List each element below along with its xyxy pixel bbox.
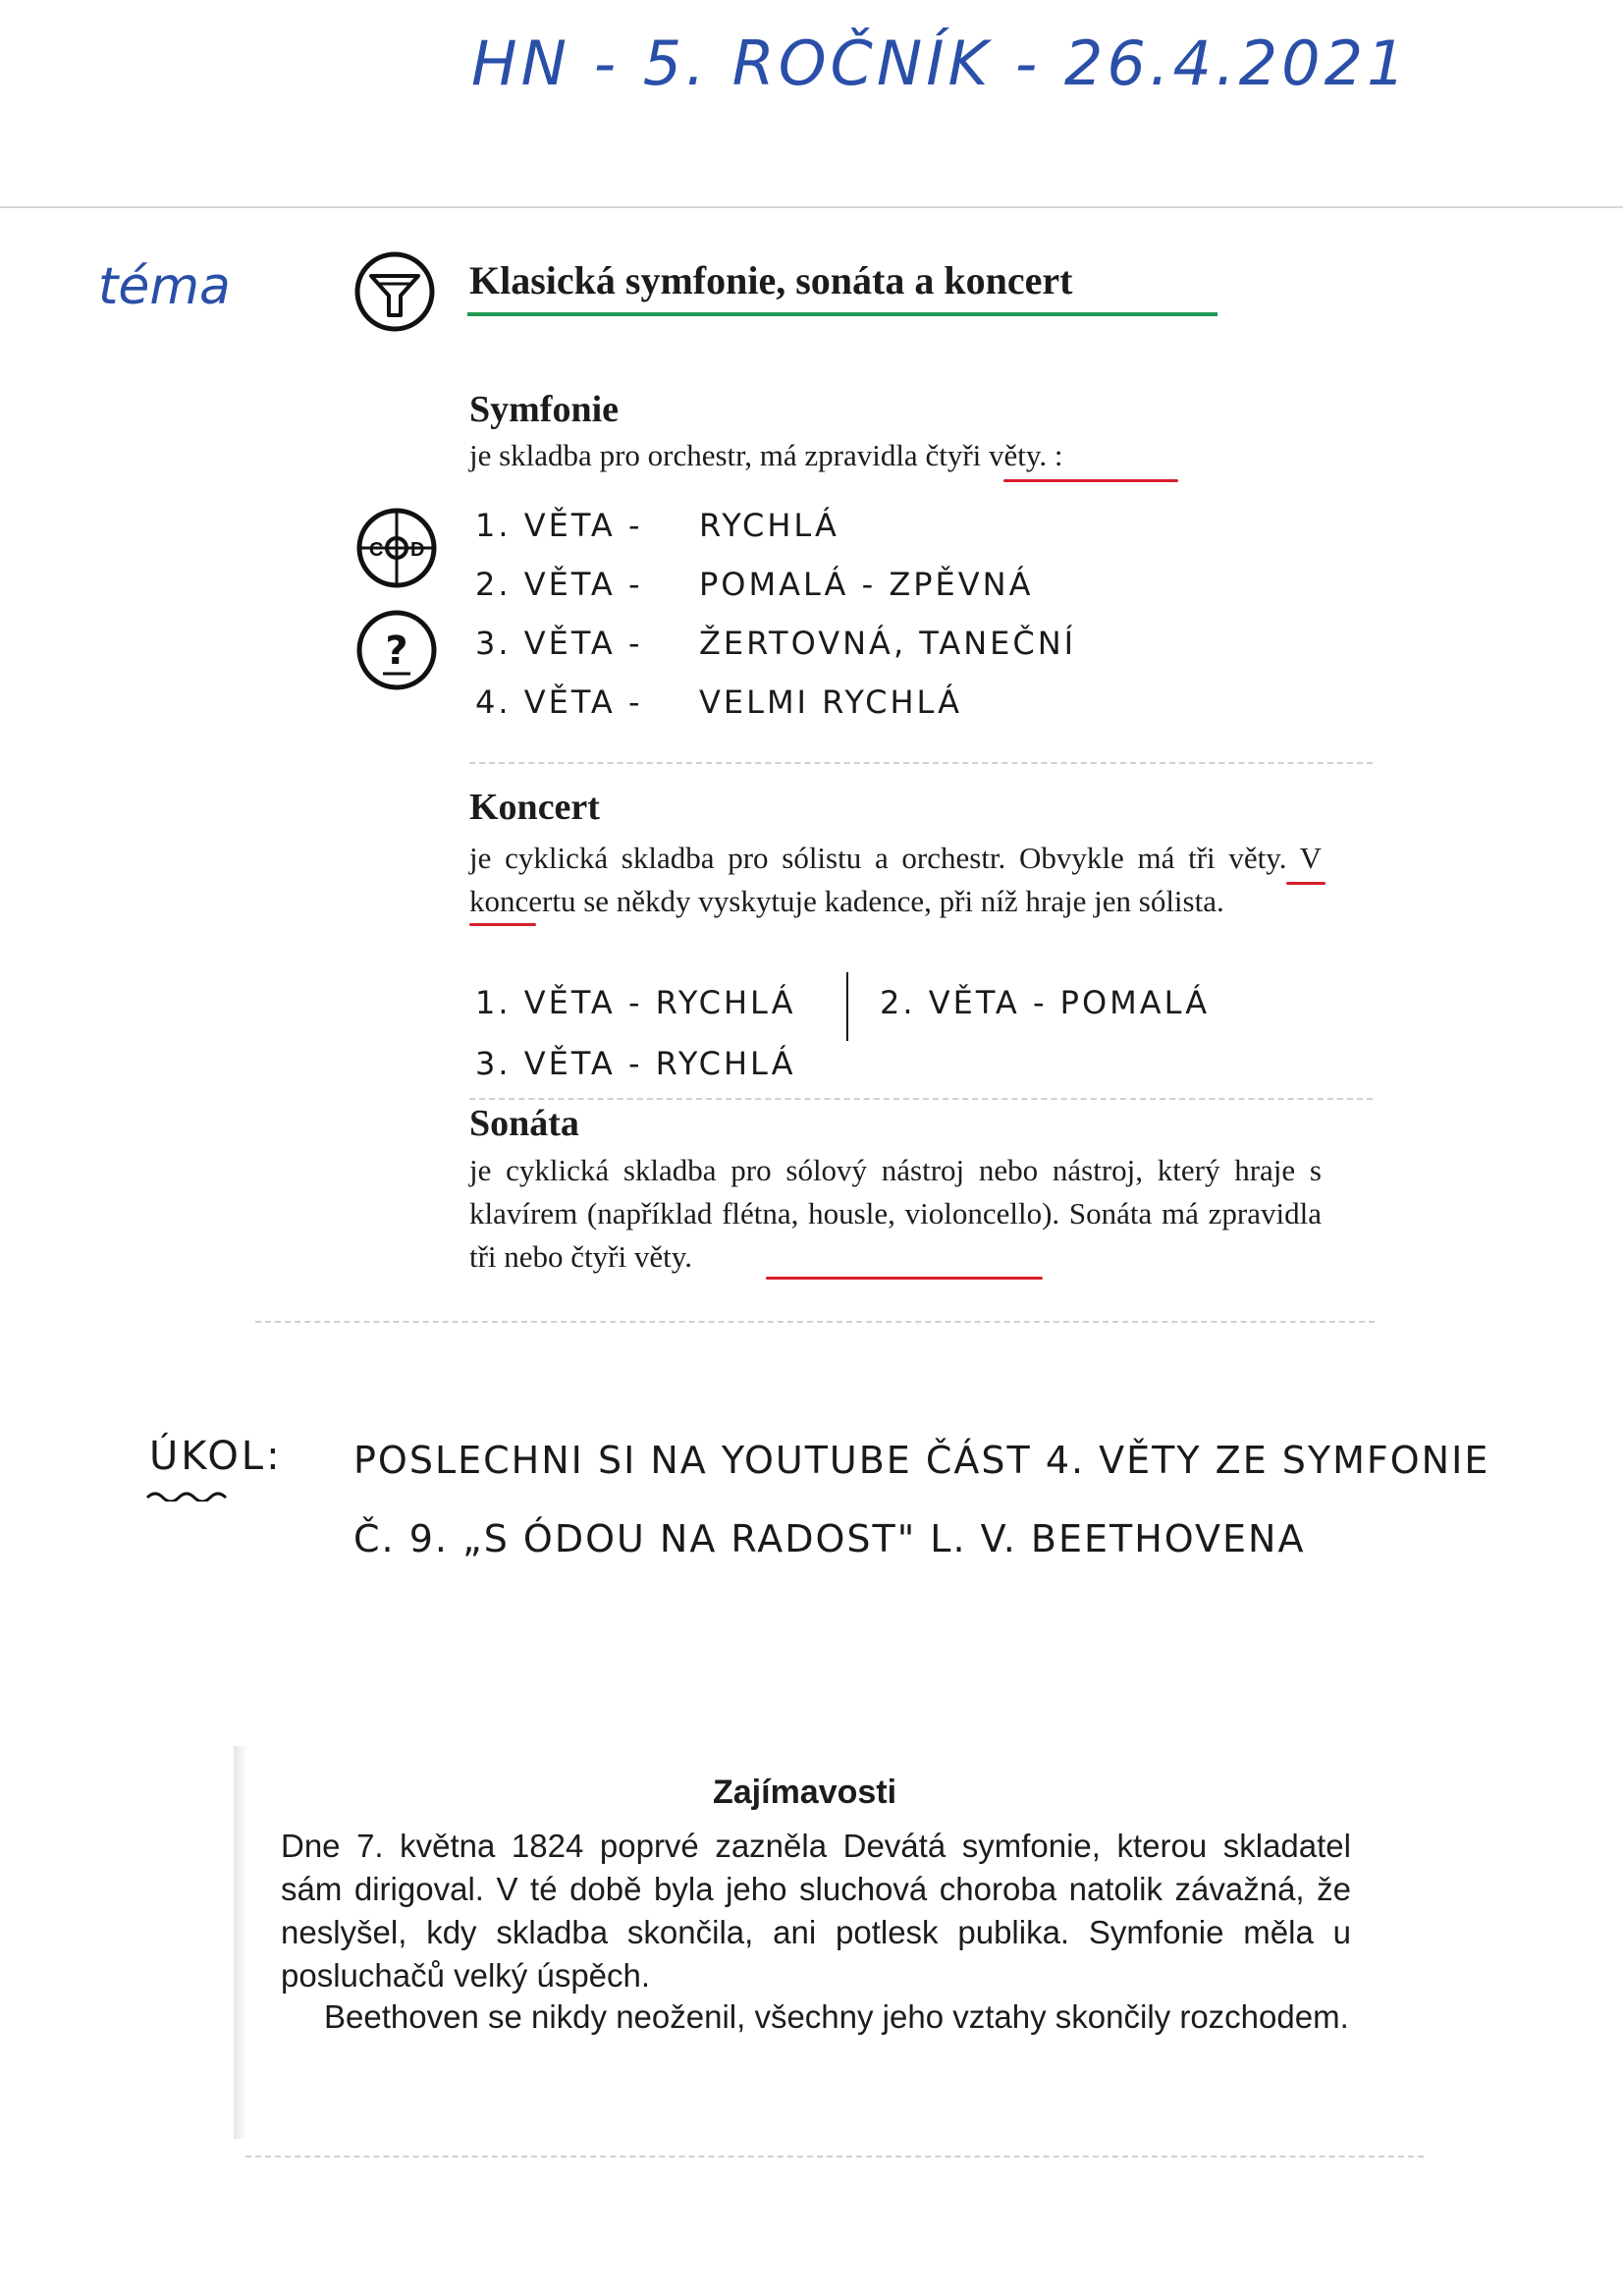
symphony-movement-desc: RYCHLÁ (699, 507, 839, 544)
concert-title: Koncert (469, 787, 600, 828)
title-underline (467, 312, 1217, 316)
question-icon (355, 609, 438, 691)
concert-red-underline (469, 923, 536, 926)
symphony-emphasis: čtyři věty (925, 438, 1040, 472)
concert-movement: 3. VĚTA - RYCHLÁ (475, 1045, 796, 1082)
symphony-movement-desc: POMALÁ - ZPĚVNÁ (699, 566, 1034, 603)
symphony-red-underline (1003, 479, 1178, 482)
trivia-box-edge (234, 1746, 247, 2139)
top-divider (0, 206, 1623, 208)
svg-text:?: ? (385, 629, 408, 674)
task-line: Č. 9. „S ÓDOU NA RADOST" L. V. BEETHOVENA (353, 1517, 1306, 1560)
topic-handwritten-note: téma (98, 257, 231, 316)
symphony-movement-number: 2. VĚTA - (475, 566, 643, 603)
sonata-text (469, 1149, 1322, 1279)
symphony-movement-number: 3. VĚTA - (475, 625, 643, 662)
task-label: ÚKOL: (149, 1434, 283, 1479)
header-note: HN - 5. ROČNÍK - 26.4.2021 (471, 27, 1410, 99)
sonata-title: Sonáta (469, 1103, 579, 1144)
sonata-text-before: je cyklická skladba pro sólový nástroj nebo nástroj, který hraje s klavírem (například flétna, housle, violoncello). Sonáta má zpravidla (469, 1153, 1322, 1230)
concert-movement: 2. VĚTA - POMALÁ (880, 984, 1211, 1021)
symphony-movement-desc: ŽERTOVNÁ, TANEČNÍ (699, 625, 1077, 662)
movement-separator (846, 972, 848, 1041)
cd-icon (355, 507, 438, 589)
topic-icon (353, 250, 436, 333)
symphony-text-after: . : (1039, 438, 1063, 472)
trivia-paragraph: Dne 7. května 1824 poprvé zazněla Devátá symfonie, kterou skladatel sám dirigoval. V té době byla jeho sluchová choroba natolik závažná, že neslyšel, kdy skladba skončila, ani potlesk publika. Symfonie měla u posluchačů velký úspěch. (281, 1828, 1351, 1994)
task-wavy-underline (145, 1488, 236, 1502)
svg-text:D: D (410, 539, 425, 561)
sonata-emphasis: tři nebo čtyři věty (469, 1239, 685, 1274)
document-title: Klasická symfonie, sonáta a koncert (469, 258, 1073, 302)
trivia-title: Zajímavosti (713, 1774, 897, 1811)
task-line: POSLECHNI SI NA YOUTUBE ČÁST 4. VĚTY ZE SYMFONIE (353, 1439, 1490, 1482)
symphony-text (469, 434, 1216, 477)
svg-text:C: C (369, 539, 384, 561)
section-divider (469, 1098, 1373, 1100)
concert-movement: 1. VĚTA - RYCHLÁ (475, 984, 796, 1021)
section-divider (255, 1321, 1375, 1323)
sonata-text-after: . (684, 1239, 692, 1274)
symphony-movement-number: 4. VĚTA - (475, 683, 643, 721)
symphony-text-before: je skladba pro orchestr, má zpravidla (469, 438, 926, 472)
trivia-box-bottom (245, 2156, 1424, 2158)
symphony-movement-desc: VELMI RYCHLÁ (699, 683, 962, 721)
trivia-paragraph: Beethoven se nikdy neoženil, všechny jeho vztahy skončily rozchodem. (324, 1998, 1349, 2035)
sonata-red-underline (766, 1277, 1043, 1280)
symphony-title: Symfonie (469, 389, 619, 430)
section-divider (469, 762, 1373, 764)
concert-text: je cyklická skladba pro sólistu a orchestr. Obvykle má tři věty. V koncertu se někdy vyskytuje kadence, při níž hraje jen sólista. (469, 841, 1322, 918)
symphony-movement-number: 1. VĚTA - (475, 507, 643, 544)
concert-red-underline (1286, 882, 1325, 885)
